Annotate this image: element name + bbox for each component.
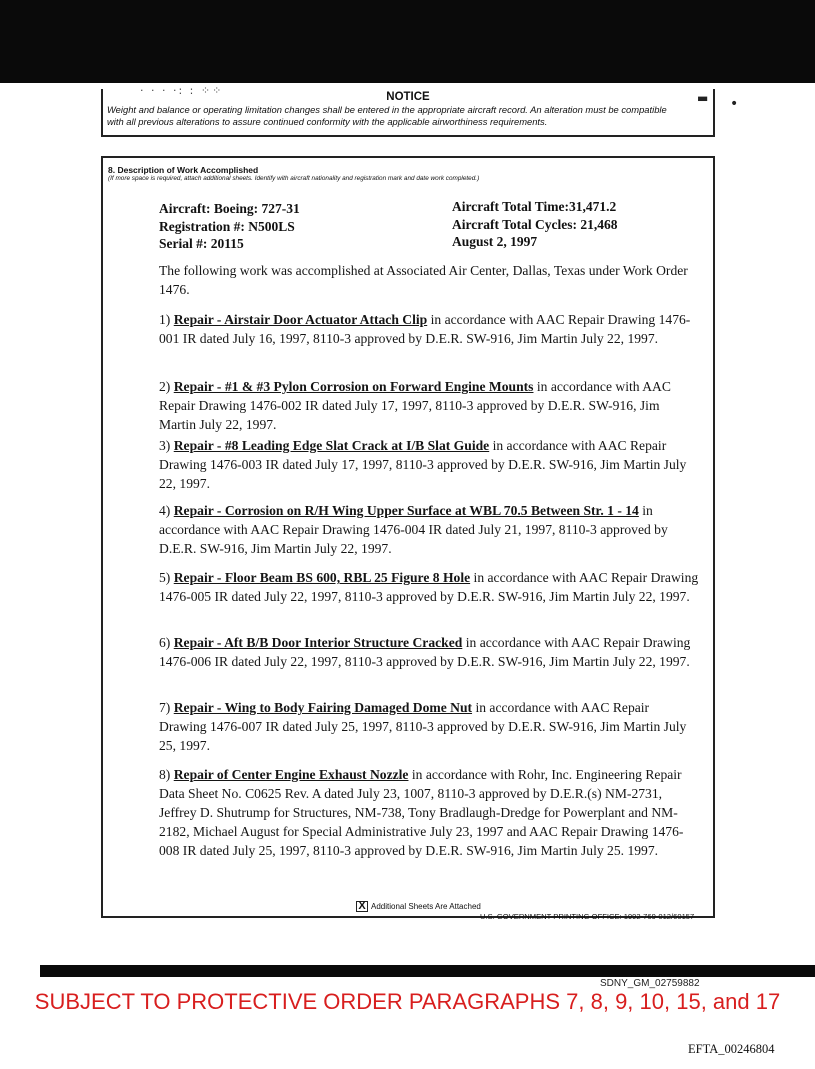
- repair-item: 4) Repair - Corrosion on R/H Wing Upper Surface at WBL 70.5 Between Str. 1 - 14 in accordance with AAC Repair Drawing 1476-004 IR dated July 21, 1997, 8110-3 approved by D.E.R. SW-916, Jim Martin July 22, 1997.: [159, 503, 668, 556]
- aircraft-info-right: [452, 198, 617, 251]
- intro-paragraph: The following work was accomplished at Associated Air Center, Dallas, Texas under Work Order 1476.: [159, 263, 688, 297]
- notice-title: NOTICE: [386, 91, 430, 103]
- aircraft-total-time: Aircraft Total Time:31,471.2: [452, 199, 617, 214]
- additional-sheets-checkbox: X: [356, 901, 368, 912]
- aircraft-total-cycles: Aircraft Total Cycles: 21,468: [452, 216, 618, 232]
- repair-title: Repair - Floor Beam BS 600, RBL 25 Figure 8 Hole: [173, 570, 471, 585]
- repair-title: Repair - Aft B/B Door Interior Structure Cracked: [173, 635, 463, 650]
- notice-text: Weight and balance or operating limitation changes shall be entered in the appropriate aircraft record. An alteration must be compatible with all previous alterations to assure continued conformity with the applicable airworthiness requirements.: [107, 104, 667, 127]
- repair-item: 6) Repair - Aft B/B Door Interior Structure Cracked in accordance with AAC Repair Drawing 1476-006 IR dated July 22, 1997, 8110-3 approved by D.E.R. SW-916, Jim Martin July 22, 1997.: [159, 635, 691, 669]
- repair-title: Repair - Wing to Body Fairing Damaged Dome Nut: [173, 700, 473, 715]
- repair-item: 8) Repair of Center Engine Exhaust Nozzle in accordance with Rohr, Inc. Engineering Repair Data Sheet No. C0625 Rev. A dated July 23, 1007, 8110-3 approved by D.E.R.(s) NM-2731, Jeffrey D. Shutrump for Structures, NM-738, Tony Bradlaugh-Dredge for Powerplant and NM-2182, Michael August for Special Administrative July 23, 1997 and AAC Repair Drawing 1476-008 IR dated July 25, 1997, 8110-3 approved by D.E.R. SW-916, Jim Martin July 25. 1997.: [159, 767, 684, 858]
- aircraft-type: Aircraft: Boeing: 727-31: [159, 201, 300, 216]
- stray-dot: •: [730, 96, 739, 112]
- section-title: 8. Description of Work Accomplished: [108, 165, 259, 175]
- bates-number: SDNY_GM_02759882: [600, 978, 700, 989]
- scan-artifact-marks: · · · ·: : ⁘⁘: [140, 84, 224, 97]
- aircraft-info-left: [159, 200, 300, 253]
- additional-sheets-label: Additional Sheets Are Attached: [371, 902, 481, 911]
- repair-item: 5) Repair - Floor Beam BS 600, RBL 25 Figure 8 Hole in accordance with AAC Repair Drawing 1476-005 IR dated July 22, 1997, 8110-3 approved by D.E.R. SW-916, Jim Martin July 22, 1997.: [159, 570, 699, 604]
- repair-title: Repair - #1 & #3 Pylon Corrosion on Forward Engine Mounts: [173, 379, 534, 394]
- repair-item: 7) Repair - Wing to Body Fairing Damaged Dome Nut in accordance with AAC Repair Drawing 1476-007 IR dated July 25, 1997, 8110-3 approved by D.E.R. SW-916, Jim Martin July 25, 1997.: [159, 700, 687, 753]
- additional-sheets: [356, 901, 481, 912]
- work-date: August 2, 1997: [452, 234, 538, 249]
- protective-order-stamp: SUBJECT TO PROTECTIVE ORDER PARAGRAPHS 7, 8, 9, 10, 15, and 17: [34, 989, 781, 1014]
- work-description-box: [101, 156, 715, 921]
- bottom-scan-border: [40, 965, 815, 977]
- notice-box: [101, 89, 715, 137]
- stray-mark: ▬: [697, 91, 709, 105]
- repair-item: 2) Repair - #1 & #3 Pylon Corrosion on Forward Engine Mounts in accordance with AAC Repair Drawing 1476-002 IR dated July 17, 1997, 8110-3 approved by D.E.R. SW-916, Jim Martin July 22, 1997.: [159, 379, 671, 432]
- aircraft-registration: Registration #: N500LS: [159, 218, 295, 234]
- top-scan-border: [0, 0, 815, 83]
- repair-title: Repair of Center Engine Exhaust Nozzle: [173, 767, 409, 782]
- printing-office-line: U.S. GOVERNMENT PRINTING OFFICE: 1992-769-012/60157: [480, 912, 695, 921]
- repair-item: 3) Repair - #8 Leading Edge Slat Crack at I/B Slat Guide in accordance with AAC Repair Drawing 1476-003 IR dated July 17, 1997, 8110-3 approved by D.E.R. SW-916, Jim Martin July 22, 1997.: [159, 438, 687, 491]
- aircraft-serial: Serial #: 20115: [159, 236, 244, 251]
- efta-number: EFTA_00246804: [688, 1042, 775, 1056]
- repair-title: Repair - #8 Leading Edge Slat Crack at I/B Slat Guide: [173, 438, 490, 453]
- section-note: (If more space is required, attach additional sheets. Identify with aircraft nationality and registration mark and date work completed.): [108, 175, 480, 182]
- repair-title: Repair - Airstair Door Actuator Attach Clip: [173, 312, 428, 327]
- repair-title: Repair - Corrosion on R/H Wing Upper Surface at WBL 70.5 Between Str. 1 - 14: [173, 503, 639, 518]
- repair-item: 1) Repair - Airstair Door Actuator Attach Clip in accordance with AAC Repair Drawing 1476-001 IR dated July 16, 1997, 8110-3 approved by D.E.R. SW-916, Jim Martin July 22, 1997.: [159, 312, 691, 346]
